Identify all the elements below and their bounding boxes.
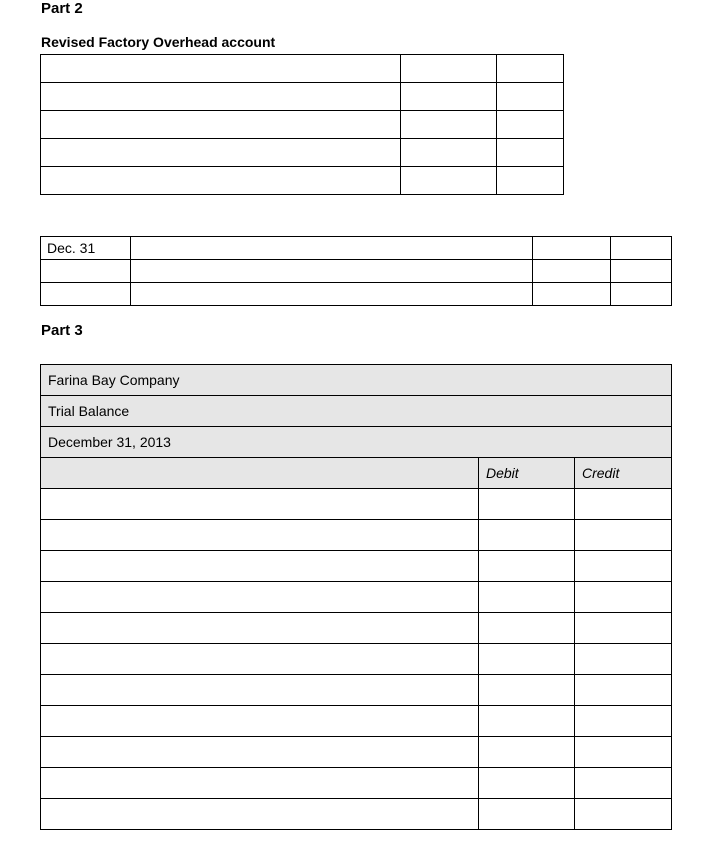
account-input[interactable] xyxy=(41,582,478,612)
trial-balance-row xyxy=(41,644,672,675)
adjustment-entry-table xyxy=(40,236,672,306)
description-input[interactable] xyxy=(41,111,400,138)
description-cell[interactable] xyxy=(41,55,401,83)
credit-input[interactable] xyxy=(575,613,671,643)
account-cell[interactable] xyxy=(131,283,533,306)
description-input[interactable] xyxy=(41,139,400,166)
debit-input[interactable] xyxy=(401,111,496,138)
credit-cell[interactable] xyxy=(497,83,564,111)
credit-cell[interactable] xyxy=(497,167,564,195)
trial-balance-row xyxy=(41,520,672,551)
credit-cell[interactable] xyxy=(575,768,672,799)
trial-balance-row xyxy=(41,582,672,613)
credit-input[interactable] xyxy=(575,675,671,705)
description-cell[interactable] xyxy=(41,167,401,195)
account-cell[interactable] xyxy=(41,799,479,830)
debit-cell[interactable] xyxy=(479,737,575,768)
trial-balance-table xyxy=(40,364,672,830)
part-3-heading: Part 3 xyxy=(41,322,83,339)
credit-cell[interactable] xyxy=(575,551,672,582)
account-input[interactable] xyxy=(41,489,478,519)
account-input[interactable] xyxy=(41,520,478,550)
credit-cell[interactable] xyxy=(575,489,672,520)
credit-input[interactable] xyxy=(575,582,671,612)
debit-input[interactable] xyxy=(401,139,496,166)
adjustment-row xyxy=(41,260,672,283)
debit-input[interactable] xyxy=(401,167,496,194)
debit-input[interactable] xyxy=(479,768,574,798)
debit-input[interactable] xyxy=(533,283,610,305)
credit-input[interactable] xyxy=(497,111,563,138)
debit-cell[interactable] xyxy=(533,283,611,306)
credit-cell[interactable] xyxy=(575,737,672,768)
trial-balance-row xyxy=(41,489,672,520)
debit-cell[interactable] xyxy=(479,551,575,582)
credit-cell[interactable] xyxy=(575,675,672,706)
debit-cell[interactable] xyxy=(479,644,575,675)
credit-input[interactable] xyxy=(575,768,671,798)
column-header-row xyxy=(41,458,672,489)
credit-input[interactable] xyxy=(575,489,671,519)
credit-input[interactable] xyxy=(611,260,671,282)
account-input[interactable] xyxy=(41,706,478,736)
account-cell[interactable] xyxy=(41,768,479,799)
account-input[interactable] xyxy=(131,283,532,305)
statement-date: December 31, 2013 xyxy=(41,427,672,458)
credit-input[interactable] xyxy=(575,799,671,829)
debit-input[interactable] xyxy=(479,582,574,612)
debit-input[interactable] xyxy=(479,644,574,674)
credit-cell[interactable] xyxy=(497,111,564,139)
debit-input[interactable] xyxy=(401,83,496,110)
credit-cell[interactable] xyxy=(611,260,672,283)
account-row xyxy=(41,83,564,111)
trial-balance-row xyxy=(41,675,672,706)
part-2-heading: Part 2 xyxy=(41,0,83,17)
debit-column-header: Debit xyxy=(479,458,575,489)
description-cell[interactable] xyxy=(41,139,401,167)
credit-input[interactable] xyxy=(497,83,563,110)
credit-input[interactable] xyxy=(575,737,671,767)
credit-input[interactable] xyxy=(575,551,671,581)
statement-row xyxy=(41,396,672,427)
debit-input[interactable] xyxy=(479,799,574,829)
trial-balance-row xyxy=(41,768,672,799)
account-input[interactable] xyxy=(41,644,478,674)
account-cell[interactable] xyxy=(41,613,479,644)
debit-cell[interactable] xyxy=(479,613,575,644)
debit-cell[interactable] xyxy=(401,111,497,139)
credit-cell[interactable] xyxy=(611,237,672,260)
credit-cell[interactable] xyxy=(611,283,672,306)
debit-cell[interactable] xyxy=(401,167,497,195)
debit-cell[interactable] xyxy=(479,675,575,706)
date-cell[interactable] xyxy=(41,260,131,283)
debit-input[interactable] xyxy=(479,520,574,550)
debit-cell[interactable] xyxy=(401,55,497,83)
debit-input[interactable] xyxy=(479,613,574,643)
credit-column-header: Credit xyxy=(575,458,672,489)
debit-input[interactable] xyxy=(479,675,574,705)
credit-input[interactable] xyxy=(611,283,671,305)
debit-input[interactable] xyxy=(533,237,610,259)
credit-input[interactable] xyxy=(575,706,671,736)
company-row xyxy=(41,365,672,396)
debit-cell[interactable] xyxy=(401,83,497,111)
account-cell[interactable] xyxy=(41,551,479,582)
account-cell[interactable] xyxy=(41,520,479,551)
statement-title: Trial Balance xyxy=(41,396,672,427)
debit-input[interactable] xyxy=(479,706,574,736)
credit-input[interactable] xyxy=(497,55,563,82)
account-input[interactable] xyxy=(131,237,532,259)
date-row xyxy=(41,427,672,458)
date-input[interactable] xyxy=(41,283,130,305)
account-input[interactable] xyxy=(41,768,478,798)
debit-cell[interactable] xyxy=(479,706,575,737)
adjustment-row xyxy=(41,283,672,306)
account-row xyxy=(41,111,564,139)
debit-cell[interactable] xyxy=(479,582,575,613)
credit-cell[interactable] xyxy=(575,613,672,644)
debit-input[interactable] xyxy=(479,737,574,767)
trial-balance-row xyxy=(41,613,672,644)
account-input[interactable] xyxy=(41,551,478,581)
date-cell[interactable] xyxy=(41,283,131,306)
factory-overhead-account-table xyxy=(40,54,564,195)
credit-cell[interactable] xyxy=(575,582,672,613)
trial-balance-row xyxy=(41,799,672,830)
debit-input[interactable] xyxy=(533,260,610,282)
trial-balance-row xyxy=(41,551,672,582)
credit-cell[interactable] xyxy=(575,644,672,675)
account-cell[interactable] xyxy=(41,706,479,737)
adjustment-row xyxy=(41,237,672,260)
trial-balance-row xyxy=(41,706,672,737)
description-input[interactable] xyxy=(41,83,400,110)
account-cell[interactable] xyxy=(131,237,533,260)
account-cell[interactable] xyxy=(41,737,479,768)
credit-cell[interactable] xyxy=(497,139,564,167)
account-cell[interactable] xyxy=(41,489,479,520)
credit-input[interactable] xyxy=(575,644,671,674)
account-input[interactable] xyxy=(41,675,478,705)
account-input[interactable] xyxy=(41,799,478,829)
account-row xyxy=(41,55,564,83)
account-input[interactable] xyxy=(41,737,478,767)
description-input[interactable] xyxy=(41,55,400,82)
debit-cell[interactable] xyxy=(479,799,575,830)
account-cell[interactable] xyxy=(41,675,479,706)
account-title: Revised Factory Overhead account xyxy=(41,34,276,50)
debit-cell[interactable] xyxy=(479,768,575,799)
credit-input[interactable] xyxy=(575,520,671,550)
account-input[interactable] xyxy=(131,260,532,282)
debit-input[interactable] xyxy=(479,489,574,519)
account-row xyxy=(41,139,564,167)
debit-cell[interactable] xyxy=(479,489,575,520)
account-cell[interactable] xyxy=(41,582,479,613)
description-cell[interactable] xyxy=(41,83,401,111)
credit-cell[interactable] xyxy=(575,799,672,830)
debit-input[interactable] xyxy=(479,551,574,581)
description-input[interactable] xyxy=(41,167,400,194)
account-row xyxy=(41,167,564,195)
debit-cell[interactable] xyxy=(533,237,611,260)
credit-input[interactable] xyxy=(497,167,563,194)
credit-input[interactable] xyxy=(611,237,671,259)
debit-input[interactable] xyxy=(401,55,496,82)
account-cell[interactable] xyxy=(41,644,479,675)
debit-cell[interactable] xyxy=(401,139,497,167)
account-cell[interactable] xyxy=(131,260,533,283)
credit-cell[interactable] xyxy=(575,520,672,551)
account-input[interactable] xyxy=(41,613,478,643)
date-input[interactable] xyxy=(41,260,130,282)
date-cell: Dec. 31 xyxy=(41,237,131,260)
debit-cell[interactable] xyxy=(479,520,575,551)
account-column-header xyxy=(41,458,479,489)
trial-balance-row xyxy=(41,737,672,768)
credit-cell[interactable] xyxy=(497,55,564,83)
credit-cell[interactable] xyxy=(575,706,672,737)
credit-input[interactable] xyxy=(497,139,563,166)
debit-cell[interactable] xyxy=(533,260,611,283)
description-cell[interactable] xyxy=(41,111,401,139)
company-name: Farina Bay Company xyxy=(41,365,672,396)
